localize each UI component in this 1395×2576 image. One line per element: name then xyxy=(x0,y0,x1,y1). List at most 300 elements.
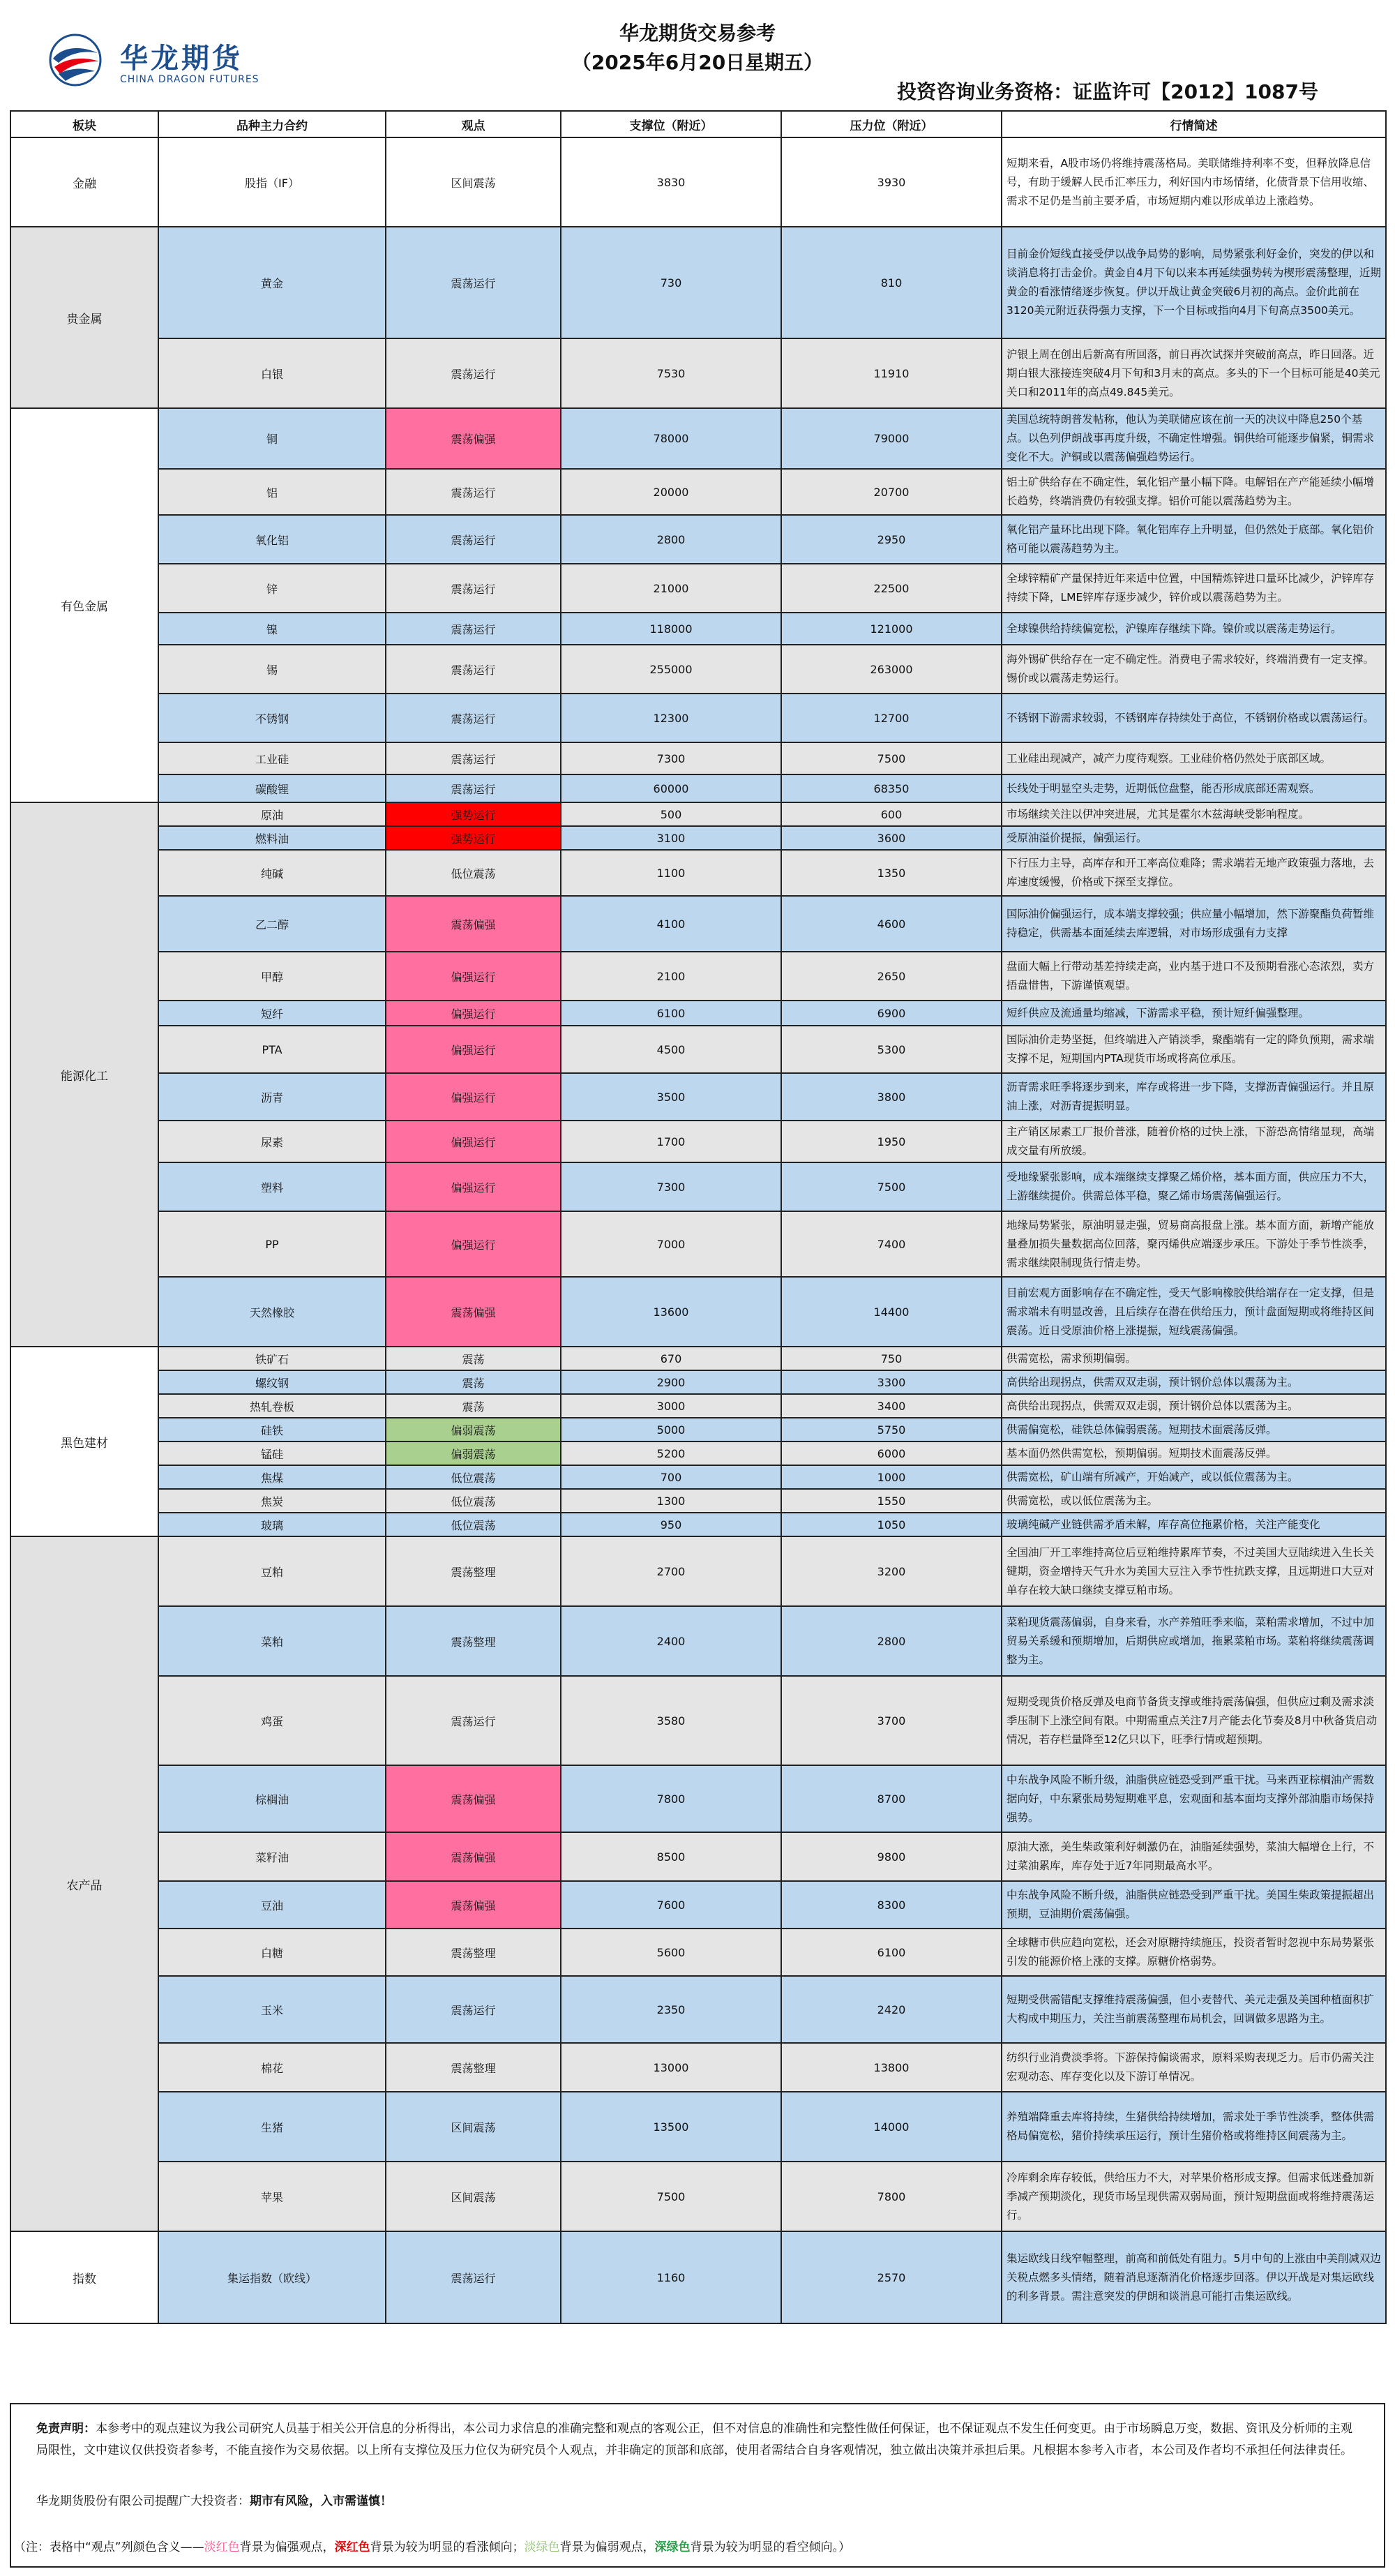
support-cell: 20000 xyxy=(561,469,781,515)
contract-cell: 豆粕 xyxy=(158,1536,386,1606)
description-cell: 目前宏观方面影响存在不确定性，受天气影响橡胶供给端存在一定支撑，但是需求端未有明显改善，且后续存在潜在供给压力，预计盘面短期或将维持区间震荡。近日受原油价格上涨提振，短线震荡偏强。 xyxy=(1002,1277,1386,1347)
contract-cell: 燃料油 xyxy=(158,826,386,850)
contract-cell: 锌 xyxy=(158,564,386,613)
description-cell: 基本面仍然供需宽松，预期偏弱。短期技术面震荡反弹。 xyxy=(1002,1441,1386,1465)
support-cell: 3830 xyxy=(561,137,781,227)
contract-cell: 棉花 xyxy=(158,2043,386,2092)
support-cell: 7300 xyxy=(561,742,781,774)
view-cell: 震荡运行 xyxy=(386,515,561,564)
support-cell: 13000 xyxy=(561,2043,781,2092)
table-row xyxy=(10,1929,1386,1976)
description-cell: 短期受现货价格反弹及电商节备货支撑或维持震荡偏强，但供应过剩及需求淡季压制下上涨空间有限。中期需重点关注7月产能去化节奏及8月中秋备货启动情况，若存栏量降至12亿只以下，旺季行情或超预期。 xyxy=(1002,1676,1386,1765)
support-cell: 5200 xyxy=(561,1441,781,1465)
sector-cell: 能源化工 xyxy=(10,802,158,1347)
resistance-cell: 6900 xyxy=(781,1001,1002,1026)
resistance-cell: 68350 xyxy=(781,774,1002,802)
support-cell: 255000 xyxy=(561,645,781,694)
table-row xyxy=(10,1489,1386,1513)
description-cell: 沪银上周在创出后新高有所回落，前日再次试探并突破前高点，昨日回落。近期白银大涨接连突破4月下旬和3月末的高点。多头的下一个目标可能是40美元关口和2011年的高点49.845美元。 xyxy=(1002,338,1386,408)
contract-cell: 铁矿石 xyxy=(158,1347,386,1370)
support-cell: 8500 xyxy=(561,1832,781,1881)
contract-cell: 集运指数（欧线） xyxy=(158,2231,386,2323)
description-cell: 市场继续关注以伊冲突进展，尤其是霍尔木兹海峡受影响程度。 xyxy=(1002,802,1386,826)
description-cell: 供需偏宽松，硅铁总体偏弱震荡。短期技术面震荡反弹。 xyxy=(1002,1418,1386,1441)
sector-cell: 有色金属 xyxy=(10,408,158,802)
support-cell: 7600 xyxy=(561,1881,781,1929)
view-cell: 震荡运行 xyxy=(386,227,561,338)
contract-cell: 塑料 xyxy=(158,1162,386,1211)
support-cell: 1100 xyxy=(561,850,781,896)
support-cell: 7300 xyxy=(561,1162,781,1211)
header-contract: 品种主力合约 xyxy=(158,111,386,137)
resistance-cell: 2800 xyxy=(781,1606,1002,1676)
view-cell: 震荡运行 xyxy=(386,338,561,408)
view-cell: 强势运行 xyxy=(386,826,561,850)
description-cell: 盘面大幅上行带动基差持续走高，业内基于进口不及预期看涨心态浓烈，卖方捂盘惜售，下游谨慎观望。 xyxy=(1002,952,1386,1001)
note-deep-red: 深红色 xyxy=(334,2540,370,2554)
table-row xyxy=(10,2162,1386,2231)
support-cell: 4500 xyxy=(561,1026,781,1073)
table-row xyxy=(10,1465,1386,1489)
contract-cell: 氧化铝 xyxy=(158,515,386,564)
table-row xyxy=(10,1536,1386,1606)
support-cell: 3000 xyxy=(561,1394,781,1418)
resistance-cell: 3700 xyxy=(781,1676,1002,1765)
view-cell: 震荡偏强 xyxy=(386,408,561,469)
table-row xyxy=(10,137,1386,227)
contract-cell: 鸡蛋 xyxy=(158,1676,386,1765)
contract-cell: 工业硅 xyxy=(158,742,386,774)
resistance-cell: 3600 xyxy=(781,826,1002,850)
view-cell: 震荡偏强 xyxy=(386,1765,561,1832)
support-cell: 2350 xyxy=(561,1976,781,2043)
contract-cell: 玻璃 xyxy=(158,1513,386,1536)
support-cell: 6100 xyxy=(561,1001,781,1026)
reminder-bold: 期市有风险，入市需谨慎！ xyxy=(250,2494,392,2508)
support-cell: 13600 xyxy=(561,1277,781,1347)
note-part-b: 背景为偏强观点， xyxy=(239,2540,335,2554)
contract-cell: 硅铁 xyxy=(158,1418,386,1441)
resistance-cell: 3300 xyxy=(781,1370,1002,1394)
table-row xyxy=(10,338,1386,408)
resistance-cell: 3800 xyxy=(781,1073,1002,1121)
resistance-cell: 8300 xyxy=(781,1881,1002,1929)
table-row xyxy=(10,694,1386,742)
logo-text-cn: 华龙期货 xyxy=(120,43,243,75)
table-row xyxy=(10,227,1386,338)
view-cell: 区间震荡 xyxy=(386,2162,561,2231)
sector-cell: 农产品 xyxy=(10,1536,158,2231)
sector-cell: 金融 xyxy=(10,137,158,227)
contract-cell: 螺纹钢 xyxy=(158,1370,386,1394)
trading-reference-table xyxy=(10,110,1387,2324)
table-row xyxy=(10,1765,1386,1832)
support-cell: 2400 xyxy=(561,1606,781,1676)
description-cell: 菜粕现货震荡偏弱，自身来看，水产养殖旺季来临，菜粕需求增加，不过中加贸易关系缓和预期增加，后期供应或增加，拖累菜粕市场。菜粕将继续震荡调整为主。 xyxy=(1002,1606,1386,1676)
support-cell: 7800 xyxy=(561,1765,781,1832)
description-cell: 中东战争风险不断升级，油脂供应链恐受到严重干扰。马来西亚棕榈油产需数据向好，中东紧张局势短期难平息，宏观面和基本面均支撑外部油脂市场保持强势。 xyxy=(1002,1765,1386,1832)
description-cell: 长线处于明显空头走势，近期低位盘整，能否形成底部还需观察。 xyxy=(1002,774,1386,802)
description-cell: 主产销区尿素工厂报价普涨，随着价格的过快上涨，下游恐高情绪显现，高端成交量有所放缓。 xyxy=(1002,1121,1386,1162)
description-cell: 受地缘紧张影响，成本端继续支撑聚乙烯价格，基本面方面，供应压力不大，上游继续提价。供需总体平稳，聚乙烯市场震荡偏强运行。 xyxy=(1002,1162,1386,1211)
contract-cell: 纯碱 xyxy=(158,850,386,896)
header-description: 行情简述 xyxy=(1002,111,1386,137)
table-row xyxy=(10,1832,1386,1881)
resistance-cell: 8700 xyxy=(781,1765,1002,1832)
resistance-cell: 121000 xyxy=(781,613,1002,645)
description-cell: 氧化铝产量环比出现下降。氧化铝库存上升明显，但仍然处于底部。氧化铝价格可能以震荡趋势为主。 xyxy=(1002,515,1386,564)
support-cell: 7500 xyxy=(561,2162,781,2231)
table-row xyxy=(10,2231,1386,2323)
contract-cell: 股指（IF） xyxy=(158,137,386,227)
view-cell: 低位震荡 xyxy=(386,1465,561,1489)
resistance-cell: 20700 xyxy=(781,469,1002,515)
table-row xyxy=(10,1881,1386,1929)
view-cell: 震荡偏强 xyxy=(386,896,561,952)
support-cell: 2900 xyxy=(561,1370,781,1394)
contract-cell: 热轧卷板 xyxy=(158,1394,386,1418)
view-cell: 震荡运行 xyxy=(386,774,561,802)
sector-cell: 贵金属 xyxy=(10,227,158,408)
reminder-prefix: 华龙期货股份有限公司提醒广大投资者： xyxy=(36,2494,250,2508)
support-cell: 4100 xyxy=(561,896,781,952)
resistance-cell: 14000 xyxy=(781,2092,1002,2162)
resistance-cell: 79000 xyxy=(781,408,1002,469)
contract-cell: 尿素 xyxy=(158,1121,386,1162)
contract-cell: 沥青 xyxy=(158,1073,386,1121)
resistance-cell: 22500 xyxy=(781,564,1002,613)
resistance-cell: 1350 xyxy=(781,850,1002,896)
view-cell: 震荡整理 xyxy=(386,1929,561,1976)
resistance-cell: 5750 xyxy=(781,1418,1002,1441)
support-cell: 7000 xyxy=(561,1211,781,1277)
table-row xyxy=(10,802,1386,826)
table-row xyxy=(10,1347,1386,1370)
description-cell: 供需宽松，或以低位震荡为主。 xyxy=(1002,1489,1386,1513)
description-cell: 海外锡矿供给存在一定不确定性。消费电子需求较好，终端消费有一定支撑。锡价或以震荡走势运行。 xyxy=(1002,645,1386,694)
table-row xyxy=(10,1211,1386,1277)
header-support: 支撑位（附近） xyxy=(561,111,781,137)
view-cell: 震荡偏强 xyxy=(386,1277,561,1347)
table-row xyxy=(10,774,1386,802)
view-cell: 震荡整理 xyxy=(386,2043,561,2092)
table-row xyxy=(10,515,1386,564)
resistance-cell: 3930 xyxy=(781,137,1002,227)
note-deep-green: 深绿色 xyxy=(654,2540,691,2554)
view-cell: 震荡 xyxy=(386,1347,561,1370)
header-sector: 板块 xyxy=(10,111,158,137)
resistance-cell: 2420 xyxy=(781,1976,1002,2043)
table-row xyxy=(10,1606,1386,1676)
resistance-cell: 7500 xyxy=(781,742,1002,774)
table-row xyxy=(10,1277,1386,1347)
support-cell: 3580 xyxy=(561,1676,781,1765)
header xyxy=(10,6,1385,110)
view-cell: 偏弱震荡 xyxy=(386,1418,561,1441)
resistance-cell: 3400 xyxy=(781,1394,1002,1418)
view-cell: 偏强运行 xyxy=(386,1121,561,1162)
table-row xyxy=(10,1418,1386,1441)
view-cell: 震荡运行 xyxy=(386,1676,561,1765)
support-cell: 500 xyxy=(561,802,781,826)
view-cell: 震荡运行 xyxy=(386,645,561,694)
header-resistance: 压力位（附近） xyxy=(781,111,1002,137)
description-cell: 中东战争风险不断升级，油脂供应链恐受到严重干扰。美国生柴政策提振超出预期，豆油期价震荡偏强。 xyxy=(1002,1881,1386,1929)
view-cell: 震荡运行 xyxy=(386,2231,561,2323)
support-cell: 950 xyxy=(561,1513,781,1536)
description-cell: 国际油价走势坚挺，但终端进入产销淡季，聚酯端有一定的降负预期，需求端支撑不足，短期国内PTA现货市场或将高位承压。 xyxy=(1002,1026,1386,1073)
description-cell: 高供给出现拐点，供需双双走弱，预计钢价总体以震荡为主。 xyxy=(1002,1370,1386,1394)
description-cell: 地缘局势紧张，原油明显走强，贸易商高报盘上涨。基本面方面，新增产能放量叠加损失量数据高位回落，聚丙烯供应端逐步承压。下游处于季节性淡季，需求继续限制现货行情走势。 xyxy=(1002,1211,1386,1277)
description-cell: 高供给出现拐点，供需双双走弱，预计钢价总体以震荡为主。 xyxy=(1002,1394,1386,1418)
note-part-d: 背景为偏弱观点， xyxy=(559,2540,655,2554)
disclaimer-body: 本参考中的观点建议为我公司研究人员基于相关公开信息的分析得出，本公司力求信息的准确完整和观点的客观公正，但不对信息的准确性和完整性做任何保证，也不保证观点不发生任何变更。由于市场瞬息万变，数据、资讯及分析师的主观局限性，文中建议仅供投资者参考，不能直接作为交易依据。以上所有支撑位及压力位仅为研究员个人观点，并非确定的顶部和底部，使用者需结合自身客观情况，独立做出决策并承担后果。凡根据本参考入市者，本公司及作者均不承担任何法律责任。 xyxy=(36,2422,1352,2457)
view-cell: 低位震荡 xyxy=(386,1513,561,1536)
resistance-cell: 11910 xyxy=(781,338,1002,408)
support-cell: 2700 xyxy=(561,1536,781,1606)
footer xyxy=(10,2403,1385,2568)
table-row xyxy=(10,1026,1386,1073)
view-cell: 强势运行 xyxy=(386,802,561,826)
resistance-cell: 7800 xyxy=(781,2162,1002,2231)
view-cell: 震荡运行 xyxy=(386,564,561,613)
description-cell: 养殖端降重去库将持续，生猪供给持续增加，需求处于季节性淡季，整体供需格局偏宽松，猪价持续承压运行，预计生猪价格或将维持区间震荡为主。 xyxy=(1002,2092,1386,2162)
page-title: 华龙期货交易参考 xyxy=(619,22,776,45)
view-cell: 震荡偏强 xyxy=(386,1832,561,1881)
view-cell: 震荡整理 xyxy=(386,1606,561,1676)
support-cell: 3100 xyxy=(561,826,781,850)
contract-cell: 黄金 xyxy=(158,227,386,338)
description-cell: 纺织行业消费淡季将。下游保持偏谈需求，原料采购表现乏力。后市仍需关注宏观动态、库存变化以及下游订单情况。 xyxy=(1002,2043,1386,2092)
resistance-cell: 3200 xyxy=(781,1536,1002,1606)
description-cell: 供需宽松，需求预期偏弱。 xyxy=(1002,1347,1386,1370)
resistance-cell: 2650 xyxy=(781,952,1002,1001)
contract-cell: 碳酸锂 xyxy=(158,774,386,802)
resistance-cell: 750 xyxy=(781,1347,1002,1370)
table-row xyxy=(10,1394,1386,1418)
risk-reminder xyxy=(36,2491,392,2508)
resistance-cell: 7400 xyxy=(781,1211,1002,1277)
table-row xyxy=(10,645,1386,694)
table-row xyxy=(10,2092,1386,2162)
table-row xyxy=(10,408,1386,469)
resistance-cell: 2950 xyxy=(781,515,1002,564)
resistance-cell: 263000 xyxy=(781,645,1002,694)
description-cell: 国际油价偏强运行，成本端支撑较强；供应量小幅增加，然下游聚酯负荷暂维持稳定，供需基本面延续去库逻辑，对市场形成强有力支撑 xyxy=(1002,896,1386,952)
table-row xyxy=(10,742,1386,774)
note-light-red: 淡红色 xyxy=(204,2540,240,2554)
support-cell: 13500 xyxy=(561,2092,781,2162)
contract-cell: 锡 xyxy=(158,645,386,694)
table-row xyxy=(10,1976,1386,2043)
support-cell: 12300 xyxy=(561,694,781,742)
description-cell: 下行压力主导，高库存和开工率高位难降；需求端若无地产政策强力落地，去库速度缓慢，价格或下探至支撑位。 xyxy=(1002,850,1386,896)
contract-cell: 白糖 xyxy=(158,1929,386,1976)
support-cell: 1160 xyxy=(561,2231,781,2323)
contract-cell: 焦煤 xyxy=(158,1465,386,1489)
sector-cell: 黑色建材 xyxy=(10,1347,158,1536)
resistance-cell: 6000 xyxy=(781,1441,1002,1465)
support-cell: 5000 xyxy=(561,1418,781,1441)
view-cell: 低位震荡 xyxy=(386,1489,561,1513)
description-cell: 铝土矿供给存在不确定性，氧化铝产量小幅下降。电解铝在产产能延续小幅增长趋势，终端消费仍有较强支撑。铝价可能以震荡趋势为主。 xyxy=(1002,469,1386,515)
view-cell: 低位震荡 xyxy=(386,850,561,896)
description-cell: 短纤供应及流通量均缩减，下游需求平稳，预计短纤偏强整理。 xyxy=(1002,1001,1386,1026)
view-cell: 区间震荡 xyxy=(386,137,561,227)
contract-cell: 苹果 xyxy=(158,2162,386,2231)
description-cell: 短期来看，A股市场仍将维持震荡格局。美联储维持利率不变，但释放降息信号，有助于缓解人民币汇率压力，利好国内市场情绪，化债背景下信用收缩、需求不足仍是当前主要矛盾，市场短期内难以形成单边上涨趋势。 xyxy=(1002,137,1386,227)
table-row xyxy=(10,564,1386,613)
contract-cell: 菜籽油 xyxy=(158,1832,386,1881)
resistance-cell: 9800 xyxy=(781,1832,1002,1881)
description-cell: 全球糖市供应趋向宽松，还会对原糖持续施压，投资者暂时忽视中东局势紧张引发的能源价格上涨的支撑。原糖价格弱势。 xyxy=(1002,1929,1386,1976)
support-cell: 2100 xyxy=(561,952,781,1001)
view-cell: 震荡运行 xyxy=(386,742,561,774)
contract-cell: PTA xyxy=(158,1026,386,1073)
resistance-cell: 600 xyxy=(781,802,1002,826)
view-cell: 震荡运行 xyxy=(386,1976,561,2043)
table-body xyxy=(10,137,1386,2323)
resistance-cell: 1950 xyxy=(781,1121,1002,1162)
table-row xyxy=(10,1073,1386,1121)
view-cell: 震荡偏强 xyxy=(386,1881,561,1929)
table-row xyxy=(10,1121,1386,1162)
contract-cell: 焦炭 xyxy=(158,1489,386,1513)
contract-cell: 原油 xyxy=(158,802,386,826)
sector-cell: 指数 xyxy=(10,2231,158,2323)
contract-cell: 天然橡胶 xyxy=(158,1277,386,1347)
support-cell: 78000 xyxy=(561,408,781,469)
description-cell: 沥青需求旺季将逐步到来，库存或将进一步下降，支撑沥青偏强运行。并且原油上涨，对沥青提振明显。 xyxy=(1002,1073,1386,1121)
note-part-e: 背景为较为明显的看空倾向。） xyxy=(690,2540,851,2554)
description-cell: 全球镍供给持续偏宽松，沪镍库存继续下降。镍价或以震荡走势运行。 xyxy=(1002,613,1386,645)
contract-cell: 白银 xyxy=(158,338,386,408)
description-cell: 集运欧线日线窄幅整理，前高和前低处有阻力。5月中旬的上涨由中美削减双边关税点燃多头情绪，随着消息逐渐消化价格逐步回落。伊以开战是对集运欧线的利多背景。需注意突发的伊朗和谈消息可能打击集运欧线。 xyxy=(1002,2231,1386,2323)
view-cell: 偏强运行 xyxy=(386,1073,561,1121)
table-header-row xyxy=(10,111,1386,137)
logo-text-en: CHINA DRAGON FUTURES xyxy=(120,74,259,85)
description-cell: 全球锌精矿产量保持近年来适中位置，中国精炼锌进口量环比减少，沪锌库存持续下降，LME锌库存逐步减少，锌价或以震荡趋势为主。 xyxy=(1002,564,1386,613)
table-row xyxy=(10,469,1386,515)
support-cell: 2800 xyxy=(561,515,781,564)
view-cell: 震荡运行 xyxy=(386,613,561,645)
view-cell: 震荡运行 xyxy=(386,469,561,515)
license-info: 投资咨询业务资格：证监许可【2012】1087号 xyxy=(897,80,1318,103)
table-row xyxy=(10,613,1386,645)
support-cell: 7530 xyxy=(561,338,781,408)
description-cell: 美国总统特朗普发帖称，他认为美联储应该在前一天的决议中降息250个基点。以色列伊朗战事再度升级，不确定性增强。铜供给可能逐步偏紧，铜需求变化不大。沪铜或以震荡偏强趋势运行。 xyxy=(1002,408,1386,469)
description-cell: 不锈钢下游需求较弱，不锈钢库存持续处于高位，不锈钢价格或以震荡运行。 xyxy=(1002,694,1386,742)
view-cell: 偏强运行 xyxy=(386,1001,561,1026)
table-row xyxy=(10,1513,1386,1536)
support-cell: 21000 xyxy=(561,564,781,613)
table-row xyxy=(10,1162,1386,1211)
support-cell: 1700 xyxy=(561,1121,781,1162)
support-cell: 60000 xyxy=(561,774,781,802)
note-light-green: 淡绿色 xyxy=(524,2540,560,2554)
support-cell: 1300 xyxy=(561,1489,781,1513)
resistance-cell: 7500 xyxy=(781,1162,1002,1211)
report-date: （2025年6月20日星期五） xyxy=(571,51,824,74)
description-cell: 受原油溢价提振，偏强运行。 xyxy=(1002,826,1386,850)
description-cell: 短期受供需错配支撑维持震荡偏强，但小麦替代、美元走强及美国种植面积扩大构成中期压力，关注当前震荡整理布局机会，回调做多思路为主。 xyxy=(1002,1976,1386,2043)
resistance-cell: 1000 xyxy=(781,1465,1002,1489)
view-cell: 震荡 xyxy=(386,1370,561,1394)
view-cell: 偏弱震荡 xyxy=(386,1441,561,1465)
resistance-cell: 6100 xyxy=(781,1929,1002,1976)
resistance-cell: 1550 xyxy=(781,1489,1002,1513)
resistance-cell: 13800 xyxy=(781,2043,1002,2092)
resistance-cell: 12700 xyxy=(781,694,1002,742)
table-row xyxy=(10,1441,1386,1465)
contract-cell: 铜 xyxy=(158,408,386,469)
contract-cell: 豆油 xyxy=(158,1881,386,1929)
view-cell: 偏强运行 xyxy=(386,952,561,1001)
header-view: 观点 xyxy=(386,111,561,137)
contract-cell: 铝 xyxy=(158,469,386,515)
contract-cell: 短纤 xyxy=(158,1001,386,1026)
color-legend-note xyxy=(14,2537,850,2554)
contract-cell: 不锈钢 xyxy=(158,694,386,742)
resistance-cell: 14400 xyxy=(781,1277,1002,1347)
contract-cell: 镍 xyxy=(158,613,386,645)
support-cell: 118000 xyxy=(561,613,781,645)
contract-cell: 棕榈油 xyxy=(158,1765,386,1832)
view-cell: 偏强运行 xyxy=(386,1162,561,1211)
note-part-c: 背景为较为明显的看涨倾向； xyxy=(370,2540,525,2554)
contract-cell: 玉米 xyxy=(158,1976,386,2043)
table-row xyxy=(10,2043,1386,2092)
description-cell: 冷库剩余库存较低，供给压力不大，对苹果价格形成支撑。但需求低迷叠加新季减产预期淡化，现货市场呈现供需双弱局面，预计短期盘面或将维持震荡运行。 xyxy=(1002,2162,1386,2231)
view-cell: 震荡运行 xyxy=(386,694,561,742)
contract-cell: 生猪 xyxy=(158,2092,386,2162)
support-cell: 670 xyxy=(561,1347,781,1370)
view-cell: 偏强运行 xyxy=(386,1211,561,1277)
view-cell: 区间震荡 xyxy=(386,2092,561,2162)
description-cell: 全国油厂开工率维持高位后豆粕维持累库节奏，不过美国大豆陆续进入生长关键期，资金增持天气升水为美国大豆注入季节性抗跌支撑，且远期进口大豆对单存在较大缺口继续支撑豆粕市场。 xyxy=(1002,1536,1386,1606)
support-cell: 700 xyxy=(561,1465,781,1489)
table-row xyxy=(10,1370,1386,1394)
contract-cell: 甲醇 xyxy=(158,952,386,1001)
contract-cell: 锰硅 xyxy=(158,1441,386,1465)
disclaimer-title: 免责声明： xyxy=(36,2422,96,2436)
resistance-cell: 810 xyxy=(781,227,1002,338)
description-cell: 玻璃纯碱产业链供需矛盾未解，库存高位拖累价格，关注产能变化 xyxy=(1002,1513,1386,1536)
view-cell: 震荡 xyxy=(386,1394,561,1418)
description-cell: 原油大涨，美生柴政策利好刺激仍在，油脂延续强势，菜油大幅增仓上行，不过菜油累库，库存处于近7年同期最高水平。 xyxy=(1002,1832,1386,1881)
disclaimer xyxy=(36,2418,1362,2462)
contract-cell: 乙二醇 xyxy=(158,896,386,952)
support-cell: 730 xyxy=(561,227,781,338)
resistance-cell: 2570 xyxy=(781,2231,1002,2323)
table-row xyxy=(10,850,1386,896)
description-cell: 目前金价短线直接受伊以战争局势的影响，局势紧张利好金价，突发的伊以和谈消息将打击金价。黄金自4月下旬以来本再延续强势转为楔形震荡整理，近期黄金的看涨情绪逐步恢复。伊以开战让黄金突破6月初的高点。金价此前在3120美元附近获得强力支撑，下一个目标或指向4月下旬高点3500美元。 xyxy=(1002,227,1386,338)
resistance-cell: 4600 xyxy=(781,896,1002,952)
table-row xyxy=(10,952,1386,1001)
support-cell: 3500 xyxy=(561,1073,781,1121)
description-cell: 工业硅出现减产，减产力度待观察。工业硅价格仍然处于底部区域。 xyxy=(1002,742,1386,774)
table-row xyxy=(10,1676,1386,1765)
contract-cell: PP xyxy=(158,1211,386,1277)
contract-cell: 菜粕 xyxy=(158,1606,386,1676)
table-row xyxy=(10,826,1386,850)
resistance-cell: 1050 xyxy=(781,1513,1002,1536)
table-row xyxy=(10,1001,1386,1026)
support-cell: 5600 xyxy=(561,1929,781,1976)
resistance-cell: 5300 xyxy=(781,1026,1002,1073)
note-part-a: （注：表格中“观点”列颜色含义—— xyxy=(14,2540,204,2554)
view-cell: 偏强运行 xyxy=(386,1026,561,1073)
